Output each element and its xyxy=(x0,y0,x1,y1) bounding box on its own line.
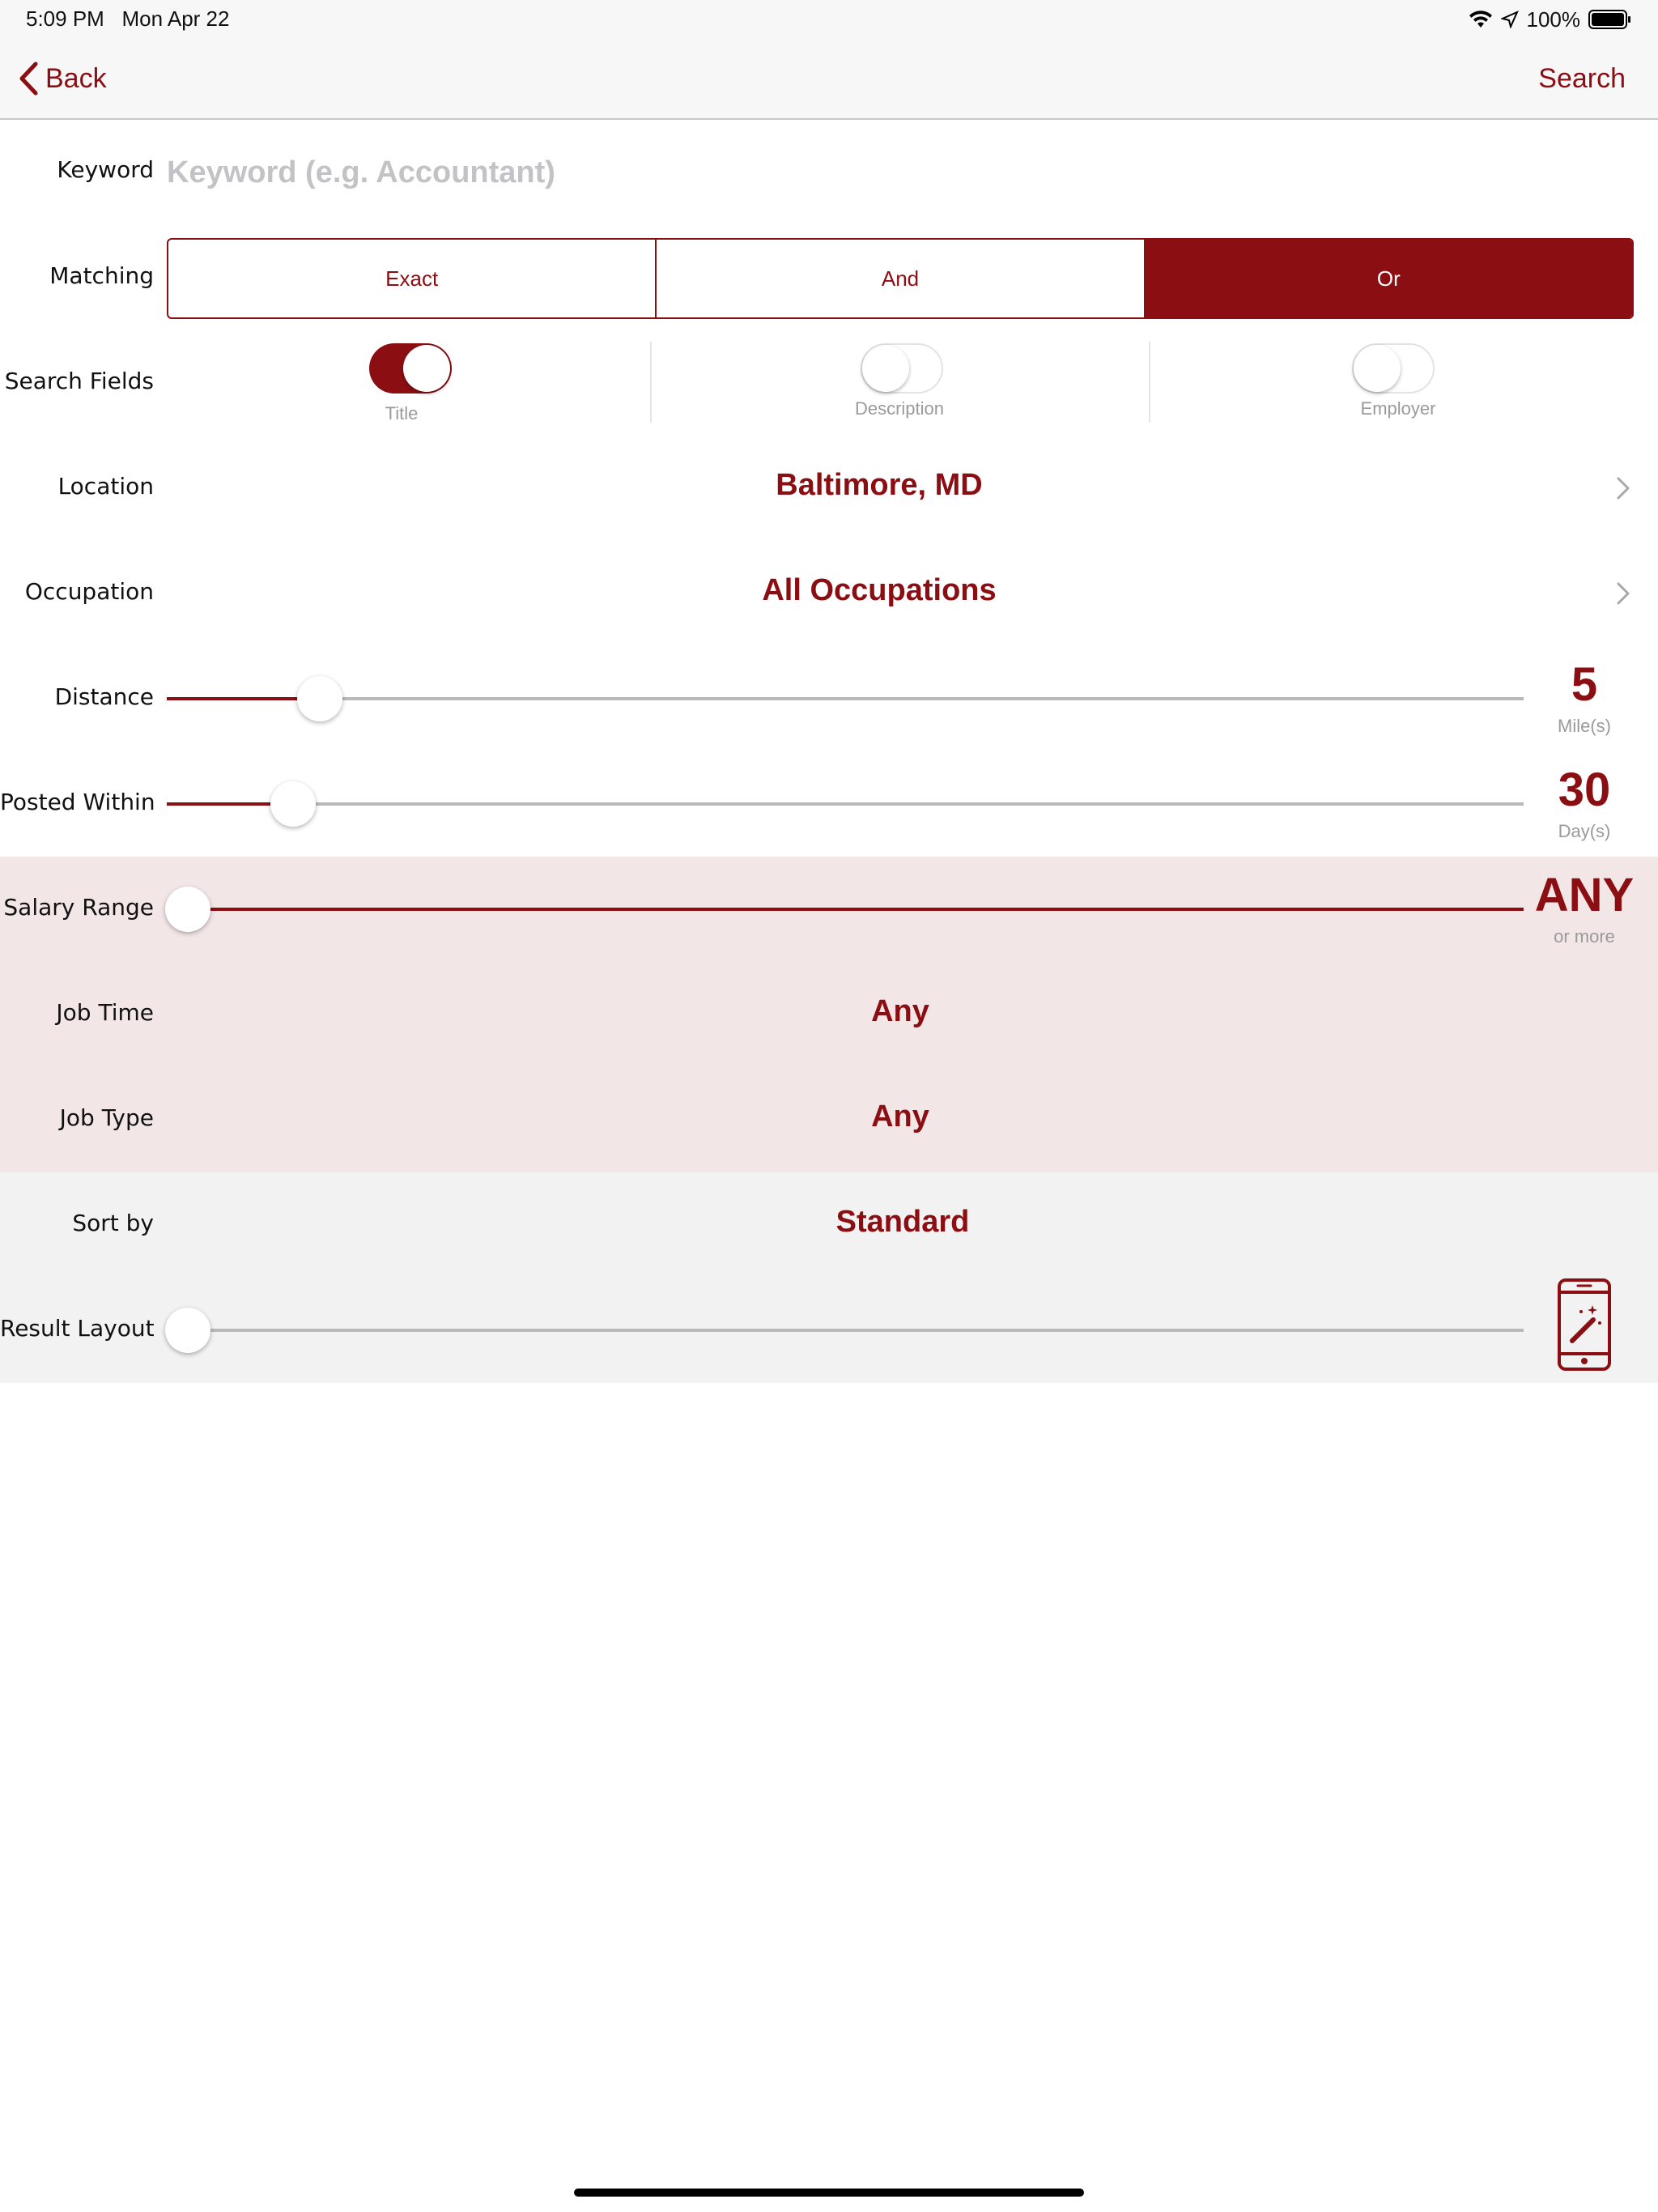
matching-label: Matching xyxy=(49,262,154,289)
location-arrow-icon xyxy=(1501,11,1519,28)
phone-magic-wand-icon[interactable] xyxy=(1556,1278,1613,1372)
employer-toggle-label: Employer xyxy=(1360,398,1436,419)
slider-track xyxy=(188,1329,1524,1332)
posted-within-label: Posted Within xyxy=(0,789,155,815)
search-button[interactable]: Search xyxy=(1538,63,1626,94)
slider-thumb[interactable] xyxy=(297,676,342,721)
occupation-value[interactable]: All Occupations xyxy=(762,573,997,607)
back-label: Back xyxy=(45,62,107,94)
matching-option-or[interactable]: Or xyxy=(1146,240,1632,317)
salary-range-slider[interactable] xyxy=(188,885,1524,934)
posted-within-unit: Day(s) xyxy=(1558,821,1611,841)
salary-range-unit: or more xyxy=(1554,926,1615,946)
salary-range-label: Salary Range xyxy=(3,894,154,921)
description-toggle-label: Description xyxy=(854,398,945,419)
toggle-knob xyxy=(403,345,450,392)
slider-track xyxy=(167,802,1524,806)
navigation-bar xyxy=(0,39,1658,120)
distance-slider[interactable] xyxy=(167,674,1524,723)
keyword-label: Keyword xyxy=(57,156,154,183)
job-time-label: Job Time xyxy=(56,999,154,1026)
location-value[interactable]: Baltimore, MD xyxy=(776,468,983,502)
chevron-right-icon[interactable] xyxy=(1611,577,1635,610)
keyword-input[interactable] xyxy=(167,148,1543,197)
description-toggle[interactable] xyxy=(861,343,943,393)
sort-by-label: Sort by xyxy=(72,1210,154,1236)
matching-segmented-control xyxy=(167,238,1634,319)
job-time-value[interactable]: Any xyxy=(871,994,929,1028)
salary-range-value: ANY xyxy=(1534,869,1635,921)
slider-thumb[interactable] xyxy=(165,887,210,932)
matching-option-and[interactable]: And xyxy=(657,240,1145,317)
result-layout-slider[interactable] xyxy=(188,1306,1524,1355)
location-label: Location xyxy=(57,473,154,500)
back-button[interactable] xyxy=(18,58,107,99)
slider-thumb[interactable] xyxy=(270,781,316,827)
search-fields-label: Search Fields xyxy=(4,368,154,394)
divider xyxy=(1149,342,1150,423)
posted-within-value: 30 xyxy=(1558,764,1611,816)
employer-toggle[interactable] xyxy=(1352,343,1435,393)
status-bar xyxy=(0,0,1658,39)
distance-unit: Mile(s) xyxy=(1558,716,1611,736)
job-type-label: Job Type xyxy=(59,1104,154,1131)
status-indicators xyxy=(1469,5,1633,34)
distance-label: Distance xyxy=(54,683,154,710)
posted-within-slider[interactable] xyxy=(167,780,1524,828)
result-layout-label: Result Layout xyxy=(0,1315,155,1342)
slider-thumb[interactable] xyxy=(165,1308,210,1353)
toggle-knob xyxy=(1354,345,1401,392)
slider-track xyxy=(167,697,1524,700)
occupation-label: Occupation xyxy=(24,578,154,605)
title-toggle[interactable] xyxy=(369,343,452,393)
status-time: 5:09 PM Mon Apr 22 xyxy=(26,6,230,31)
slider-track xyxy=(188,908,1524,911)
toggle-knob xyxy=(862,345,909,392)
sort-by-value[interactable]: Standard xyxy=(835,1205,970,1239)
chevron-left-icon xyxy=(18,62,39,96)
job-type-value[interactable]: Any xyxy=(871,1100,929,1134)
battery-percent: 100% xyxy=(1526,6,1580,32)
matching-option-exact[interactable]: Exact xyxy=(168,240,657,317)
battery-icon xyxy=(1588,9,1632,30)
divider xyxy=(650,342,652,423)
home-indicator xyxy=(574,2189,1084,2197)
chevron-right-icon[interactable] xyxy=(1611,472,1635,504)
title-toggle-label: Title xyxy=(385,403,419,423)
wifi-icon xyxy=(1469,10,1493,29)
distance-value: 5 xyxy=(1571,658,1598,711)
